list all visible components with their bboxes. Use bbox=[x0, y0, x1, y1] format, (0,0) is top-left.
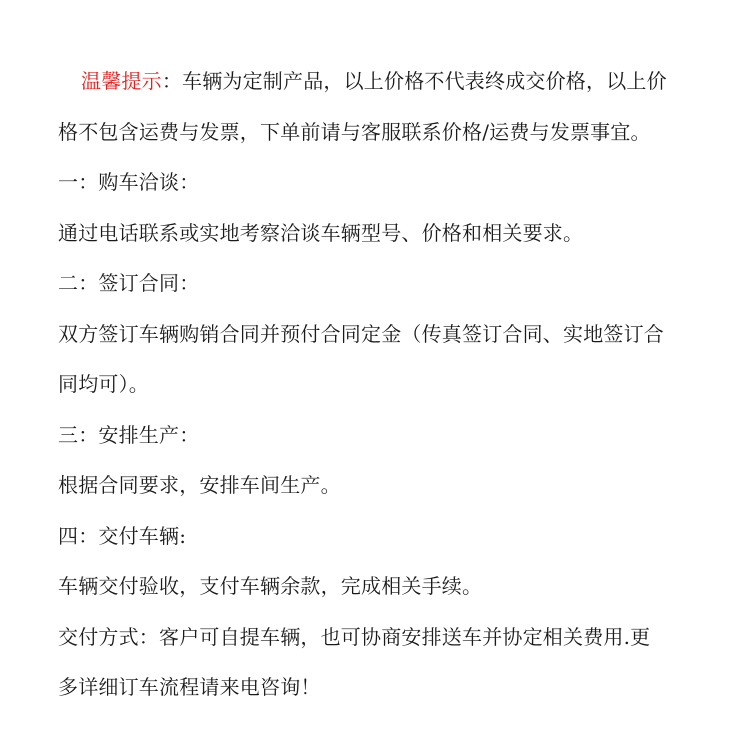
step-1-heading: 一：购车洽谈： bbox=[58, 170, 200, 194]
step-2-text-line-2: 同均可）。 bbox=[58, 372, 149, 396]
notice-label: 温馨提示 bbox=[81, 69, 162, 93]
step-1-text: 通过电话联系或实地考察洽谈车辆型号、价格和相关要求。 bbox=[58, 220, 584, 245]
notice-text: ：车辆为定制产品，以上价格不代表终成交价格，以上价 bbox=[161, 69, 667, 93]
notice-line-2: 格不包含运费与发票，下单前请与客服联系价格/运费与发票事宜。 bbox=[58, 119, 651, 144]
step-4-text: 车辆交付验收，支付车辆余款，完成相关手续。 bbox=[58, 574, 483, 598]
step-2-text-line-1: 双方签订车辆购销合同并预付合同定金（传真签订合同、实地签订合 bbox=[58, 321, 664, 346]
step-2-heading: 二：签订合同： bbox=[58, 271, 200, 295]
step-3-heading: 三：安排生产： bbox=[58, 422, 200, 447]
step-4-heading: 四：交付车辆: bbox=[58, 523, 187, 548]
delivery-line-2: 多详细订车流程请来电咨询！ bbox=[58, 675, 321, 699]
step-3-text: 根据合同要求，安排车间生产。 bbox=[58, 473, 341, 497]
document-body bbox=[58, 56, 718, 713]
delivery-line-1: 交付方式：客户可自提车辆，也可协商安排送车并协定相关费用.更 bbox=[58, 624, 651, 649]
notice-line-1 bbox=[58, 56, 718, 107]
